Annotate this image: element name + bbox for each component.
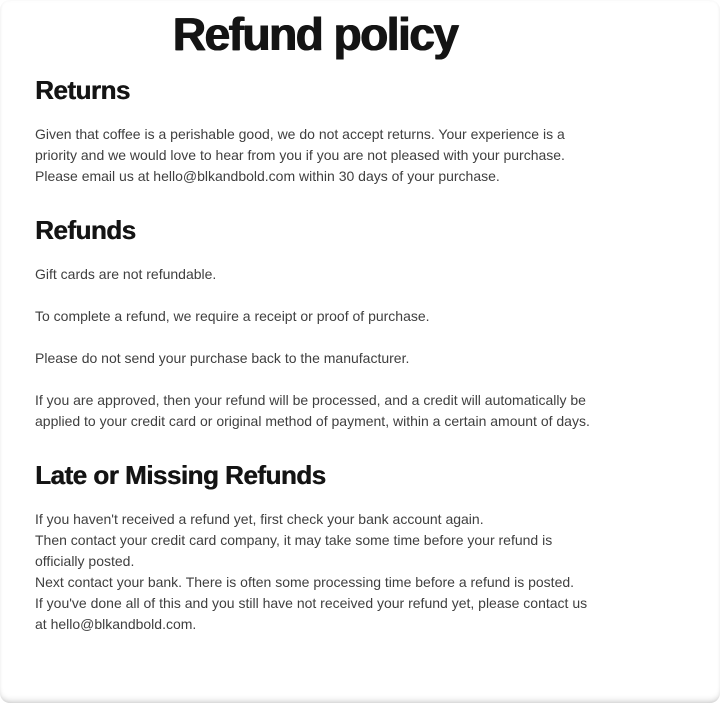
section-returns	[35, 75, 595, 187]
refunds-heading: Refunds	[35, 215, 136, 246]
refunds-paragraph-receipt: To complete a refund, we require a receipt or proof of purchase.	[35, 308, 430, 325]
refunds-paragraph-gift-cards: Gift cards are not refundable.	[35, 266, 217, 283]
refunds-paragraph-manufacturer: Please do not send your purchase back to the manufacturer.	[35, 350, 410, 367]
late-refunds-paragraph: If you haven't received a refund yet, first check your bank account again. Then contact your credit card company, it may take some time before your refund is officially posted. Next contact your bank. There is often some processing time before a refund is posted. If you've done all of this and you still have not received your refund yet, please contact us at hello@blkandbold.com.	[35, 511, 588, 633]
section-late-or-missing-refunds	[35, 460, 595, 635]
returns-heading: Returns	[35, 74, 130, 105]
late-or-missing-refunds-heading: Late or Missing Refunds	[35, 460, 326, 491]
returns-paragraph: Given that coffee is a perishable good, we do not accept returns. Your experience is a priority and we would love to hear from you if you are not pleased with your purchase. Please email us at hello@blkandbold.com within 30 days of your purchase.	[35, 126, 565, 185]
refunds-paragraph-approved: If you are approved, then your refund will be processed, and a credit will automatically be applied to your credit card or original method of payment, within a certain amount of days.	[35, 392, 590, 430]
page-title: Refund policy	[172, 8, 458, 60]
section-refunds	[35, 215, 595, 432]
